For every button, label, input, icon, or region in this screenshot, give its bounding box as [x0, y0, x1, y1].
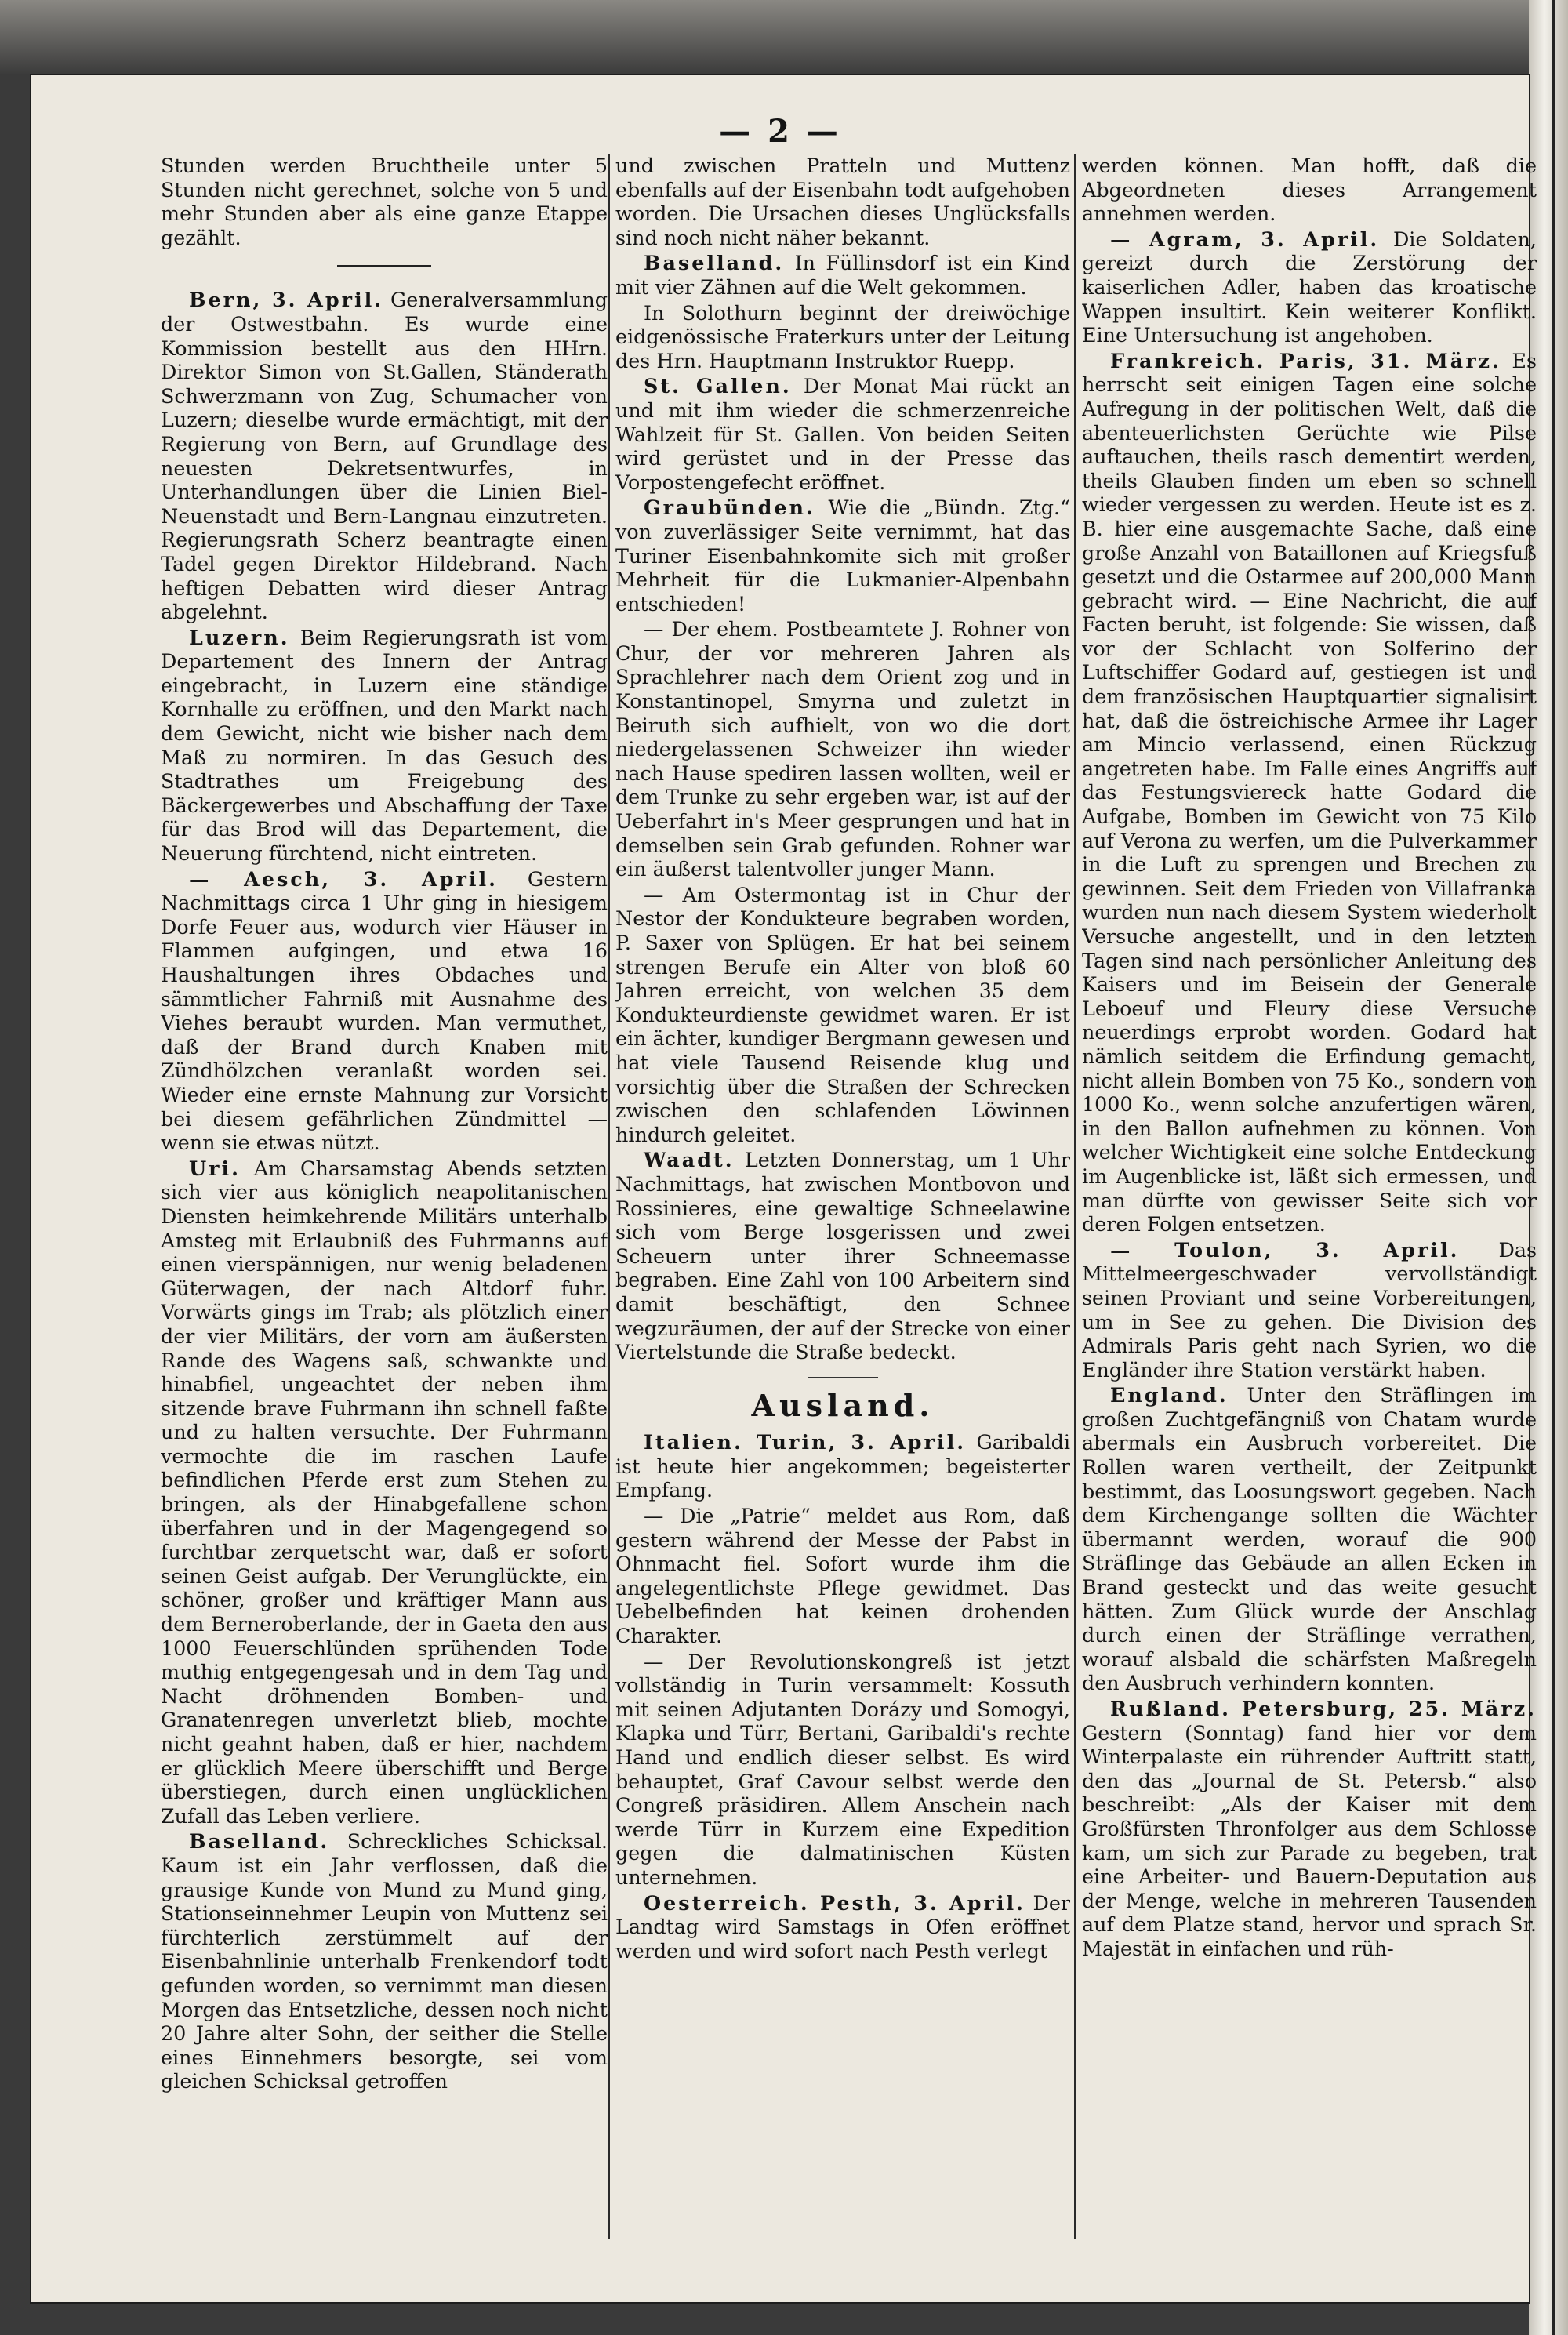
article-paragraph — [1082, 1238, 1537, 1382]
article-text: In Solothurn beginnt der dreiwöchige eidgenössische Fraterkurs unter der Leitung des Hrn. Hauptmann Instruktor Ruepp. — [615, 300, 1070, 372]
article-paragraph — [615, 617, 1070, 881]
column-rule-2 — [1074, 154, 1076, 2239]
column-3 — [1082, 154, 1537, 2239]
article-paragraph — [615, 1430, 1070, 1502]
dateline: Uri. — [189, 1156, 241, 1180]
scan-top-edge — [0, 0, 1529, 75]
article-paragraph — [161, 1829, 608, 2094]
article-paragraph — [1082, 154, 1537, 226]
article-text: — Die „Patrie“ meldet aus Rom, daß gestern während der Messe der Pabst in Ohnmacht fiel. Sofort wurde ihm die angelegentlichste Pflege gewidmet. Das Uebelbefinden hat keinen drohenden Charakter. — [615, 1504, 1070, 1648]
article-text: Letzten Donnerstag, um 1 Uhr Nachmittags, hat zwischen Montbovon und Rossinieres, eine gewaltige Schneelawine sich vom Berge losgerissen und zwei Scheuern unter ihrer Schneemasse begraben. Eine Zahl von 100 Arbeitern sind damit beschäftigt, den Schnee wegzuräumen, der auf der Strecke von einer Viertelstunde die Straße bedeckt. — [615, 1148, 1070, 1364]
column-1 — [161, 154, 608, 2239]
dateline: — Toulon, 3. April. — [1110, 1237, 1460, 1262]
article-text: Beim Regierungsrath ist vom Departement des Innern der Antrag eingebracht, in Luzern eine ständige Kornhalle zu eröffnen, und den Markt nach dem Gewicht, nicht wie bisher nach dem Maß zu normiren. In das Gesuch des Stadtrathes um Freigebung des Bäckergewerbes und Abschaffung der Taxe für das Brod will das Departement, die Neuerung fürchtend, nicht eintreten. — [161, 625, 608, 866]
section-divider — [808, 1377, 878, 1378]
article-text: Generalversammlung der Ostwestbahn. Es wurde eine Kommission bestellt aus den HHrn. Direktor Simon von St.Gallen, Ständerath Schwerzmann von Zug, Schumacher von Luzern; dieselbe wurde ermächtigt, mit der Regierung von Bern, auf Grundlage des neuesten Dekretsentwurfes, in Unterhandlungen über die Linien Biel-Neuenstadt und Bern-Langnau einzutreten. Regierungsrath Scherz beantragte einen Tadel gegen Direktor Hildebrand. Nach heftigen Debatten wird dieser Antrag abgelehnt. — [161, 288, 608, 624]
article-text: Am Charsamstag Abends setzten sich vier aus königlich neapolitanischen Diensten heimkehrende Militärs unterhalb Amsteg mit Erlaubniß des Fuhrmanns auf einen vierspännigen, nur wenig beladenen Güterwagen, der nach Altdorf fuhr. Vorwärts gings im Trab; als plötzlich einer der vier Militärs, der vorn am äußersten Rande des Wagens saß, schwankte und hinabfiel, ungeachtet der neben ihm sitzende brave Fuhrmann ihn schnell faßte und zu halten versuchte. Der Fuhrmann vermochte die im raschen Laufe befindlichen Pferde erst zum Stehen zu bringen, als der Hinabgefallene schon überfahren und in der Magengegend so furchtbar zerquetscht war, daß er sofort seinen Geist aufgab. Der Verunglückte, ein schöner, großer und kräftiger Mann aus dem Berneroberlande, der in Gaeta den aus 1000 Feuerschlünden sprühenden Tode muthig entgegengesah und in dem Tag und Nacht dröhnenden Bomben- und Granatenregen unverletzt blieb, mochte nicht geahnt haben, daß er hier, nachdem er glücklich Meere überschifft und Berge überstiegen, durch einen unglücklichen Zufall das Leben verliere. — [161, 1156, 608, 1828]
article-paragraph — [1082, 227, 1537, 347]
article-text: Das Mittelmeergeschwader vervollständigt seinen Proviant und seine Vorbereitungen, um in See zu gehen. Die Division des Admirals Paris geht nach Syrien, wo die Engländer ihre Station verstärkt haben. — [1082, 1237, 1537, 1382]
dateline: England. — [1110, 1383, 1229, 1407]
article-text: werden können. Man hofft, daß die Abgeordneten dieses Arrangement annehmen werden. — [1082, 154, 1537, 226]
article-text: In Füllinsdorf ist ein Kind mit vier Zähnen auf die Welt gekommen. — [615, 251, 1070, 299]
article-paragraph — [615, 496, 1070, 616]
dateline: Luzern. — [189, 625, 290, 649]
newspaper-page — [31, 75, 1537, 2302]
article-paragraph — [161, 1157, 608, 1828]
article-paragraph — [615, 154, 1070, 249]
article-paragraph — [615, 1148, 1070, 1364]
article-paragraph — [615, 301, 1070, 373]
dateline: Rußland. Petersburg, 25. März. — [1110, 1697, 1537, 1720]
dateline: Frankreich. Paris, 31. März. — [1110, 348, 1501, 372]
article-text: und zwischen Pratteln und Muttenz ebenfalls auf der Eisenbahn todt aufgehoben worden. Die Ursachen dieses Unglücksfalls sind noch nicht näher bekannt. — [615, 154, 1070, 249]
article-paragraph — [161, 867, 608, 1155]
article-paragraph — [615, 251, 1070, 299]
article-text: Es herrscht seit einigen Tagen eine solche Aufregung in der politischen Welt, daß die abenteuerlichsten Gerüchte wie Pilse auftauchen, theils rasch dementirt werden, theils Glauben finden um eben so schnell wieder vergessen zu werden. Heute ist es z. B. hier eine ausgemachte Sache, daß eine große Anzahl von Bataillonen auf Kriegsfuß gesetzt und die Ostarmee auf 200,000 Mann gebracht wird. — Eine Nachricht, die auf Facten beruht, ist folgende: Sie wissen, daß vor der Schlacht von Solferino der Luftschiffer Godard auf, gestiegen ist und dem französischen Hauptquartier signalisirt hat, daß die östreichische Armee ihr Lager am Mincio verlassend, einen Rückzug angetreten habe. Im Falle eines Angriffs auf das Festungsviereck hatte Godard die Aufgabe, Bomben im Gewicht von 75 Kilo auf Verona zu werfen, um die Pulverkammer in die Luft zu sprengen und Brechen zu gewinnen. Seit dem Frieden von Villafranka wurden nun nach diesem System wiederholt Versuche angestellt, und in den letzten Tagen sind nach persönlicher Anleitung des Kaisers und im Beisein der Generale Leboeuf und Fleury diese Versuche neuerdings erprobt worden. Godard hat nämlich seitdem die Erfindung gemacht, nicht allein Bomben von 75 Ko., sondern von 1000 Ko., wenn solche anzufertigen wären, in den Ballon aufnehmen zu können. Von welcher Wichtigkeit eine solche Entdeckung im Augenblicke ist, läßt sich ermessen, und man dürfte von gewisser Seite sich vor deren Folgen entsetzen. — [1082, 348, 1537, 1236]
article-text: Gestern (Sonntag) fand hier vor dem Winterpalaste ein rührender Auftritt statt, den das „Journal de St. Petersb.“ also beschreibt: „Als der Kaiser mit dem Großfürsten Thronfolger aus dem Schlosse kam, um sich zur Parade zu begeben, trat eine Arbeiter- und Bauern-Deputation aus der Menge, welche in mehreren Tausenden auf dem Platze stand, hervor und sprach Sr. Majestät in einfachen und rüh- — [1082, 1720, 1537, 1960]
dateline: Baselland. — [644, 251, 785, 275]
article-paragraph — [161, 288, 608, 623]
article-text: Unter den Sträflingen im großen Zuchtgefängniß von Chatam wurde abermals ein Ausbruch vorbereitet. Die Rollen waren vertheilt, der Zeitpunkt bestimmt, das Loosungswort gegeben. Nach dem Kirchengange sollten die Wächter übermannt werden, worauf die 900 Sträflinge das Gebäude an allen Ecken in Brand gesteckt und das weite gesucht hätten. Zum Glück wurde der Anschlag durch einen der Sträflinge verrathen, worauf alsbald die schärfsten Maßregeln den Ausbruch verhindern konnten. — [1082, 1383, 1537, 1695]
article-paragraph — [161, 626, 608, 866]
section-heading: Ausland. — [751, 1387, 935, 1423]
article-text: Wie die „Bündn. Ztg.“ von zuverlässiger Seite vernimmt, hat das Turiner Eisenbahnkomite sich mit großer Mehrheit für die Lukmanier-Alpenbahn entschieden! — [615, 496, 1070, 616]
section-divider — [337, 265, 431, 267]
dateline: St. Gallen. — [644, 374, 792, 398]
page-number: — 2 — — [719, 113, 841, 150]
article-paragraph — [1082, 349, 1537, 1236]
article-paragraph — [161, 154, 608, 249]
article-paragraph — [615, 374, 1070, 494]
article-text: — Am Ostermontag ist in Chur der Nestor der Kondukteure begraben worden, P. Saxer von Splügen. Er hat bei seinem strengen Berufe ein Alter von bloß 60 Jahren erreicht, von welchen 35 dem Kondukteurdienste gewidmet waren. Er ist ein ächter, kundiger Bergmann gewesen und hat viele Tausend Reisende klug und vorsichtig über die Straßen der Schrecken zwischen den schlafenden Löwinnen hindurch geleitet. — [615, 882, 1070, 1146]
article-text: — Der ehem. Postbeamtete J. Rohner von Chur, der vor mehreren Jahren als Sprachlehrer nach dem Orient zog und in Konstantinopel, Smyrna und zuletzt in Beiruth sich aufhielt, von wo die dort niedergelassenen Schweizer ihn wieder nach Hause spediren lassen wollten, weil er dem Trunke zu sehr ergeben war, ist auf der Ueberfahrt in's Meer gesprungen und hat in demselben sein Grab gefunden. Rohner war ein äußerst talentvoller junger Mann. — [615, 617, 1070, 881]
dateline: Oesterreich. Pesth, 3. April. — [644, 1890, 1025, 1915]
article-text: Garibaldi ist heute hier angekommen; begeisterter Empfang. — [615, 1430, 1070, 1502]
article-paragraph — [615, 1504, 1070, 1648]
dateline: Italien. Turin, 3. April. — [644, 1430, 967, 1454]
article-text: Die Soldaten, gereizt durch die Zerstörung der kaiserlichen Adler, haben das kroatische Wappen insultirt. Kein weiterer Konflikt. Eine Untersuchung ist angehoben. — [1082, 227, 1537, 347]
article-paragraph — [615, 1891, 1070, 1963]
dateline: Graubünden. — [644, 496, 815, 520]
article-text: Der Landtag wird Samstags in Ofen eröffnet werden und wird sofort nach Pesth verlegt — [615, 1890, 1070, 1963]
dateline: Waadt. — [644, 1148, 735, 1172]
article-text: — Der Revolutionskongreß ist jetzt vollständig in Turin versammelt: Kossuth mit seinen Adjutanten Dorázy und Somogyi, Klapka und Türr, Bertani, Garibaldi's rechte Hand und endlich dieser selbst. Es wird behauptet, Graf Cavour selbst werde den Congreß präsidiren. Allem Anschein nach werde Türr in Kurzem eine Expedition gegen die dalmatinischen Küsten unternehmen. — [615, 1649, 1070, 1889]
column-rule-1 — [608, 154, 610, 2239]
article-text: Schreckliches Schicksal. Kaum ist ein Jahr verflossen, daß die grausige Kunde von Mund zu Mund ging, Stationseinnehmer Leupin von Muttenz sei fürchterlich zerstümmelt auf der Eisenbahnlinie unterhalb Frenkendorf todt gefunden worden, so vernimmt man diesen Morgen das Entsetzliche, dessen noch nicht 20 Jahre alter Sohn, der seither die Stelle eines Einnehmers besorgte, sei vom gleichen Schicksal getroffen — [161, 1829, 608, 2094]
dateline: — Agram, 3. April. — [1110, 227, 1380, 251]
article-paragraph — [615, 883, 1070, 1147]
article-paragraph — [1082, 1697, 1537, 1961]
article-paragraph — [615, 1650, 1070, 1890]
binding-line — [1552, 0, 1555, 2335]
dateline: Baselland. — [189, 1829, 330, 1854]
article-paragraph — [1082, 1383, 1537, 1695]
article-text: Gestern Nachmittags circa 1 Uhr ging in hiesigem Dorfe Feuer aus, wodurch vier Häuser in Flammen aufgingen, und etwa 16 Haushaltungen ihres Obdaches und sämmtlicher Fahrniß mit Ausnahme des Viehes beraubt wurden. Man vermuthet, daß der Brand durch Knaben mit Zündhölzchen veranlaßt worden sei. Wieder eine ernste Mahnung zur Vorsicht bei diesem gefährlichen Zündmittel — wenn sie etwas nützt. — [161, 866, 608, 1155]
article-text: Stunden werden Bruchtheile unter 5 Stunden nicht gerechnet, solche von 5 und mehr Stunden aber als eine ganze Etappe gezählt. — [161, 154, 608, 249]
dateline: Bern, 3. April. — [189, 288, 384, 312]
article-text: Der Monat Mai rückt an und mit ihm wieder die schmerzenreiche Wahlzeit für St. Gallen. Von beiden Seiten wird gerüstet und in der Presse das Vorpostengefecht eröffnet. — [615, 374, 1070, 494]
column-2 — [615, 154, 1070, 2239]
dateline: — Aesch, 3. April. — [189, 866, 498, 891]
